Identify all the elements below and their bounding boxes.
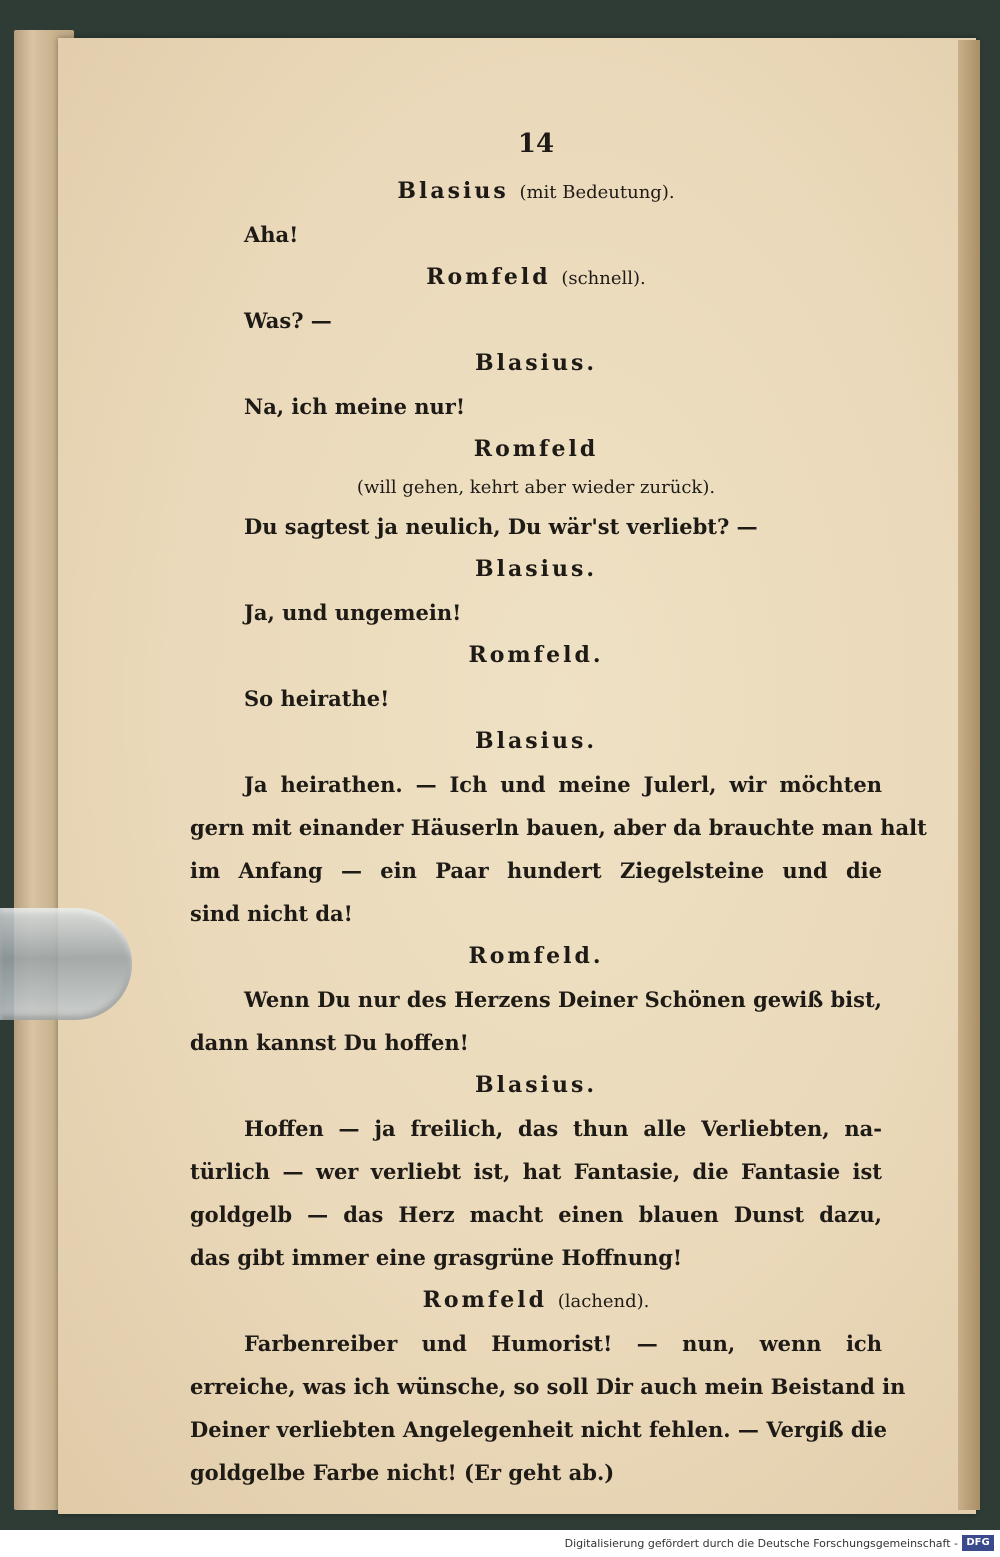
speaker-name: Romfeld. [468, 642, 604, 668]
dfg-logo: DFG [962, 1535, 994, 1551]
speaker-name: Blasius. [475, 728, 597, 754]
stage-direction: (mit Bedeutung). [519, 182, 675, 203]
speaker-heading [190, 342, 882, 385]
stage-direction: (lachend). [557, 1291, 650, 1312]
speaker-name: Blasius [397, 178, 509, 204]
dialogue-line: dann kannst Du hoffen! [190, 1030, 469, 1055]
dialogue-line: im Anfang — ein Paar hundert Ziegelsteine und die [190, 858, 882, 883]
speaker-heading [190, 256, 882, 299]
dialogue-line: So heirathe! [244, 686, 390, 711]
dialogue-line: türlich — wer verliebt ist, hat Fantasie, die Fantasie ist [190, 1159, 882, 1184]
dialogue-line: erreiche, was ich wünsche, so soll Dir auch mein Beistand in [190, 1374, 906, 1399]
dialogue-line: Ja heirathen. — Ich und meine Julerl, wir möchten [244, 772, 882, 797]
dialogue-line: goldgelb — das Herz macht einen blauen Dunst dazu, [190, 1202, 882, 1227]
dialogue-line: Was? — [244, 308, 332, 333]
page-clip [0, 908, 132, 1020]
dialogue-line: sind nicht da! [190, 901, 353, 926]
page-text [190, 118, 927, 1494]
speaker-heading [190, 634, 882, 677]
page-right-edge [958, 40, 980, 1510]
dialogue-line: Na, ich meine nur! [244, 394, 466, 419]
speaker-heading [190, 1279, 882, 1322]
dialogue-line: Du sagtest ja neulich, Du wär'st verliebt? — [244, 514, 758, 539]
speaker-heading [190, 720, 882, 763]
speaker-heading [190, 548, 882, 591]
speaker-heading [190, 1064, 882, 1107]
footer-credit: Digitalisierung gefördert durch die Deutsche Forschungsgemeinschaft - [564, 1537, 958, 1550]
dialogue-line: das gibt immer eine grasgrüne Hoffnung! [190, 1245, 683, 1270]
dialogue-line: Hoffen — ja freilich, das thun alle Verliebten, na- [244, 1116, 882, 1141]
speaker-heading [190, 935, 882, 978]
page-number: 14 [517, 129, 555, 159]
dialogue-block [190, 170, 927, 1494]
speaker-name: Romfeld [422, 1287, 548, 1313]
stage-direction: (will gehen, kehrt aber wieder zurück). [356, 477, 716, 498]
speaker-heading [190, 428, 882, 471]
dialogue-line: Wenn Du nur des Herzens Deiner Schönen gewiß bist, [244, 987, 882, 1012]
speaker-name: Romfeld [426, 264, 551, 290]
speaker-name: Romfeld [473, 436, 599, 462]
stage-direction: (schnell). [561, 268, 646, 289]
dialogue-line: Farbenreiber und Humorist! — nun, wenn ich [244, 1331, 882, 1356]
speaker-name: Blasius. [475, 350, 597, 376]
speaker-heading [190, 170, 882, 213]
speaker-name: Romfeld. [468, 943, 604, 969]
dialogue-line: Aha! [244, 222, 299, 247]
speaker-name: Blasius. [475, 556, 597, 582]
dialogue-line: Ja, und ungemein! [244, 600, 462, 625]
speaker-name: Blasius. [475, 1072, 597, 1098]
dialogue-line: goldgelbe Farbe nicht! (Er geht ab.) [190, 1460, 615, 1485]
dialogue-line: Deiner verliebten Angelegenheit nicht fehlen. — Vergiß die [190, 1417, 887, 1442]
dialogue-line: gern mit einander Häuserln bauen, aber da brauchte man halt [190, 815, 927, 840]
